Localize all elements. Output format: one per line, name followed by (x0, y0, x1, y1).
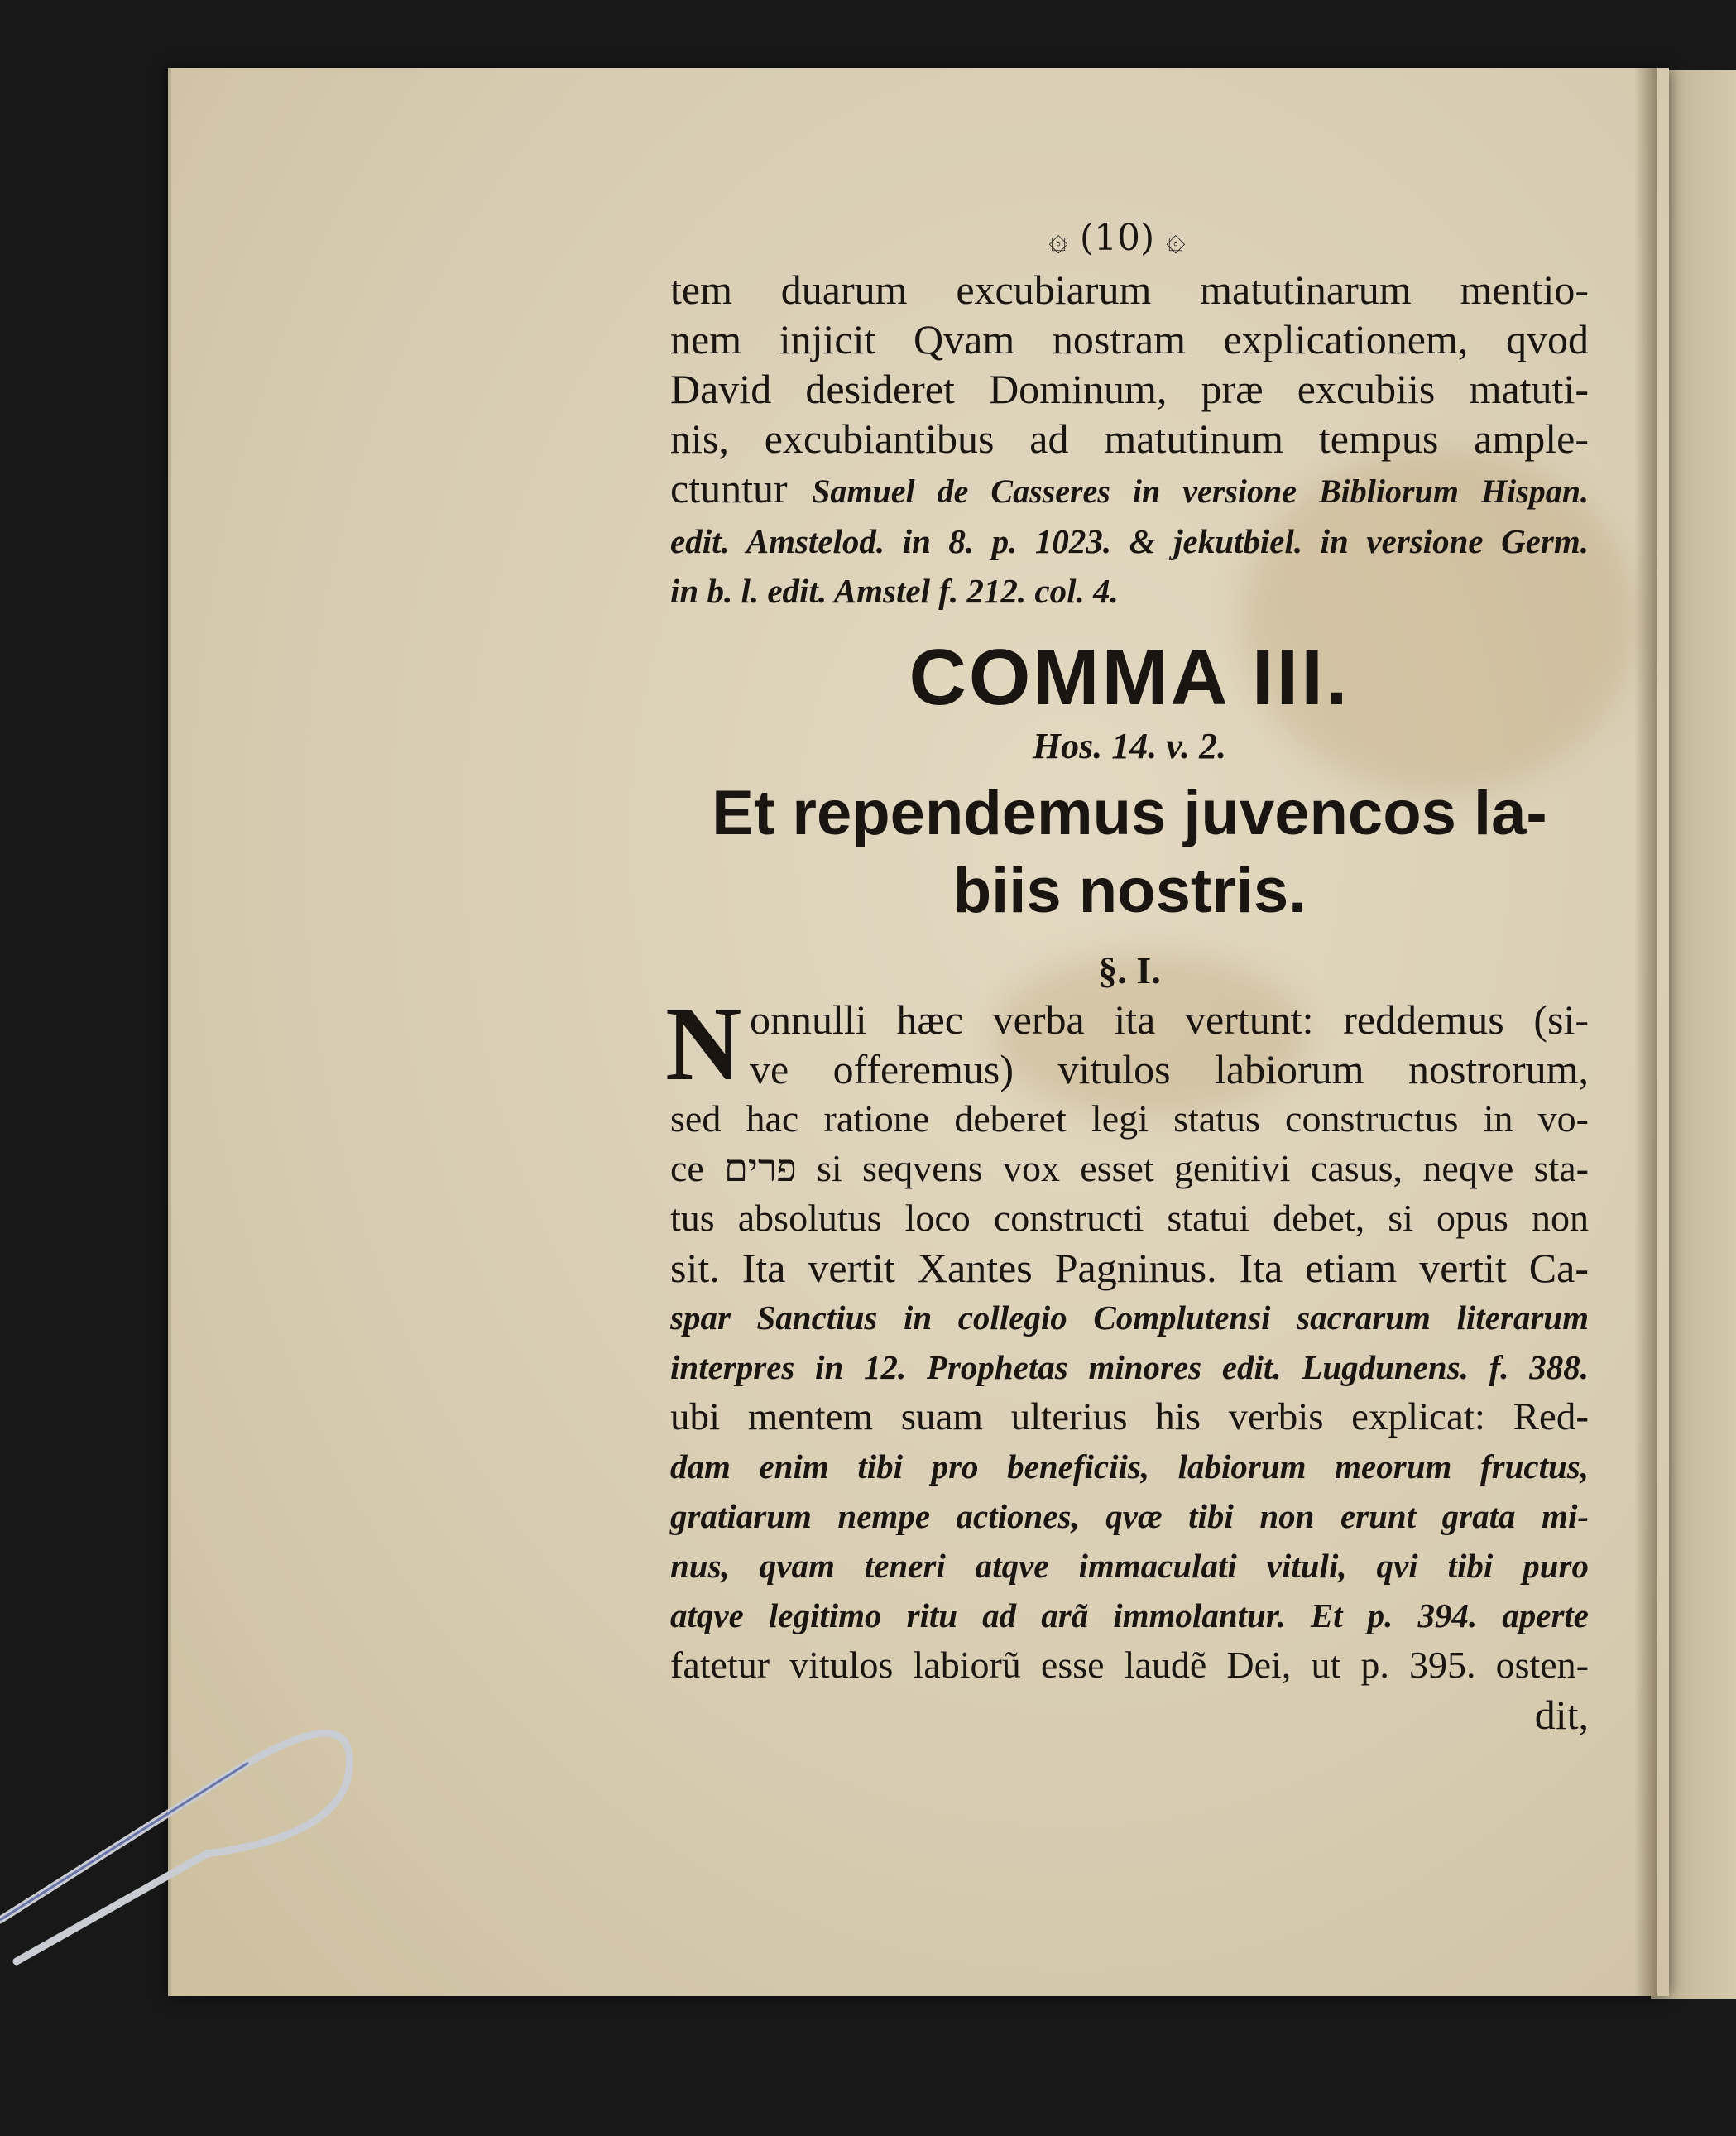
gutter-shadow (1634, 68, 1657, 1996)
text-line: ce פרים si seqvens vox esset genitivi casus, neqve sta- (670, 1147, 1589, 1189)
text-roman: ctuntur (670, 465, 788, 511)
text-line: nis, excubiantibus ad matutinum tempus ample- (670, 415, 1589, 462)
text-block (665, 217, 1590, 1740)
text-line: sit. Ita vertit Xantes Pagninus. Ita etiam vertit Ca- (670, 1245, 1589, 1291)
text-line-italic: interpres in 12. Prophetas minores edit. Lugdunens. f. 388. (670, 1348, 1589, 1386)
text-line: ubi mentem suam ulterius his verbis explicat: Red- (670, 1395, 1589, 1438)
drop-cap: N (665, 985, 742, 1102)
ornament-icon: ۞ (1048, 220, 1068, 258)
verse-title-line: Et rependemus juvencos la- (712, 778, 1547, 848)
section-heading: COMMA III. (909, 633, 1350, 722)
text-line: tus absolutus loco constructi statui debet, si opus non (670, 1197, 1589, 1239)
text-line: tem duarum excubiarum matutinarum mentio- (670, 266, 1589, 313)
scripture-reference: Hos. 14. v. 2. (1032, 726, 1227, 766)
paper-clip-icon (0, 1672, 381, 1970)
paragraph-number: §. I. (1098, 949, 1161, 991)
text-line: fatetur vitulos labiorũ esse laudẽ Dei, ut p. 395. osten- (670, 1644, 1589, 1686)
catchword: dit, (1534, 1692, 1589, 1738)
page-number: (10) (1079, 217, 1155, 259)
text-line-italic: nus, qvam teneri atqve immaculati vituli, qvi tibi puro (670, 1547, 1589, 1585)
ornament-icon: ۞ (1166, 220, 1186, 258)
text-line: onnulli hæc verba ita vertunt: reddemus (si- (750, 996, 1589, 1043)
text-line-italic: atqve legitimo ritu ad arã immolantur. Et p. 394. aperte (670, 1596, 1589, 1634)
verse-title-line: biis nostris. (952, 856, 1307, 926)
text-line: ve offeremus) vitulos labiorum nostrorum, (750, 1046, 1589, 1092)
text-line-italic: edit. Amstelod. in 8. p. 1023. & jekutbiel. in versione Germ. (670, 522, 1589, 560)
text-line: nem injicit Qvam nostram explicationem, qvod (670, 316, 1589, 362)
text-italic: Samuel de Casseres in versione Bibliorum Hispan. (812, 473, 1590, 510)
text-line-italic: dam enim tibi pro beneficiis, labiorum meorum fructus, (670, 1447, 1589, 1486)
folio-line (645, 217, 1589, 265)
text-line (670, 463, 1589, 516)
text-line: David desideret Dominum, præ excubiis matuti- (670, 366, 1589, 412)
text-line-italic: gratiarum nempe actiones, qvæ tibi non erunt grata mi- (670, 1497, 1589, 1535)
text-line-italic: spar Sanctius in collegio Complutensi sacrarum literarum (670, 1298, 1589, 1337)
text-line: sed hac ratione deberet legi status constructus in vo- (670, 1097, 1589, 1140)
paragraph (665, 985, 1589, 1740)
text-line-italic: in b. l. edit. Amstel f. 212. col. 4. (670, 572, 1119, 610)
